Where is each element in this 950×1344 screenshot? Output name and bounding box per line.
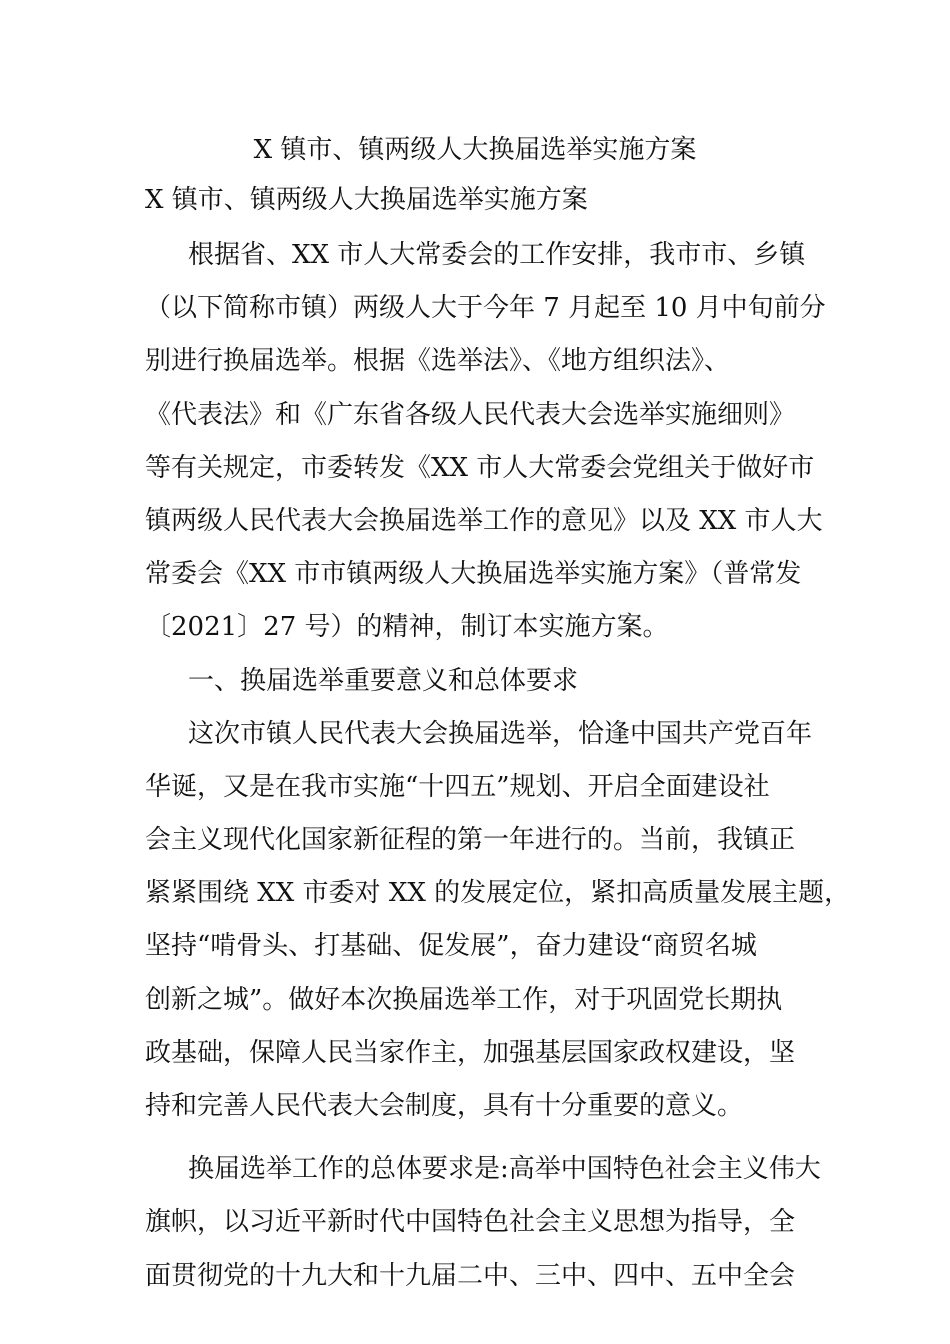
paragraph-line: 别进行换届选举。根据《选举法》、《地方组织法》、: [145, 346, 731, 377]
paragraph-line: 换届选举工作的总体要求是:高举中国特色社会主义伟大: [188, 1154, 821, 1185]
paragraph-line: 根据省、XX 市人大常委会的工作安排，我市市、乡镇: [188, 240, 806, 270]
document-body: [145, 229, 851, 1303]
document-subtitle: X 镇市、镇两级人大换届选举实施方案: [145, 185, 588, 215]
paragraph-line: 紧紧围绕 XX 市委对 XX 的发展定位，紧扣高质量发展主题，: [145, 878, 851, 909]
paragraph-line: 《代表法》和《广东省各级人民代表大会选举实施细则》: [145, 399, 796, 430]
paragraph-line: 创新之城”。做好本次换届选举工作，对于巩固党长期执: [145, 984, 783, 1015]
paragraph-line: 常委会《XX 市市镇两级人大换届选举实施方案》（普常发: [145, 559, 802, 590]
paragraph-gap: [145, 1133, 810, 1143]
paragraph-line: 持和完善人民代表大会制度，具有十分重要的意义。: [145, 1091, 744, 1121]
paragraph-line: 坚持“啃骨头、打基础、促发展”，奋力建设“商贸名城: [145, 931, 757, 962]
paragraph-line: 面贯彻党的十九大和十九届二中、三中、四中、五中全会: [145, 1260, 796, 1291]
paragraph-line: 这次市镇人民代表大会换届选举，恰逢中国共产党百年: [188, 718, 813, 749]
paragraph-line: 镇两级人民代表大会换届选举工作的意见》以及 XX 市人大: [145, 505, 823, 536]
paragraph-line: （以下简称市镇）两级人大于今年 7 月起至 10 月中旬前分: [145, 293, 826, 324]
paragraph-line: 政基础，保障人民当家作主，加强基层国家政权建设，坚: [145, 1037, 796, 1068]
paragraph-line: 旗帜，以习近平新时代中国特色社会主义思想为指导，全: [145, 1207, 796, 1238]
paragraph-line: 华诞，又是在我市实施“十四五”规划、开启全面建设社: [145, 771, 770, 802]
paragraph-line: 〔2021〕27 号）的精神，制订本实施方案。: [145, 612, 669, 643]
document-title: X 镇市、镇两级人大换届选举实施方案: [253, 135, 697, 165]
section-heading: 一、换届选举重要意义和总体要求: [188, 665, 579, 696]
paragraph-line: 等有关规定，市委转发《XX 市人大常委会党组关于做好市: [145, 452, 815, 483]
paragraph-line: 会主义现代化国家新征程的第一年进行的。当前，我镇正: [145, 825, 796, 856]
